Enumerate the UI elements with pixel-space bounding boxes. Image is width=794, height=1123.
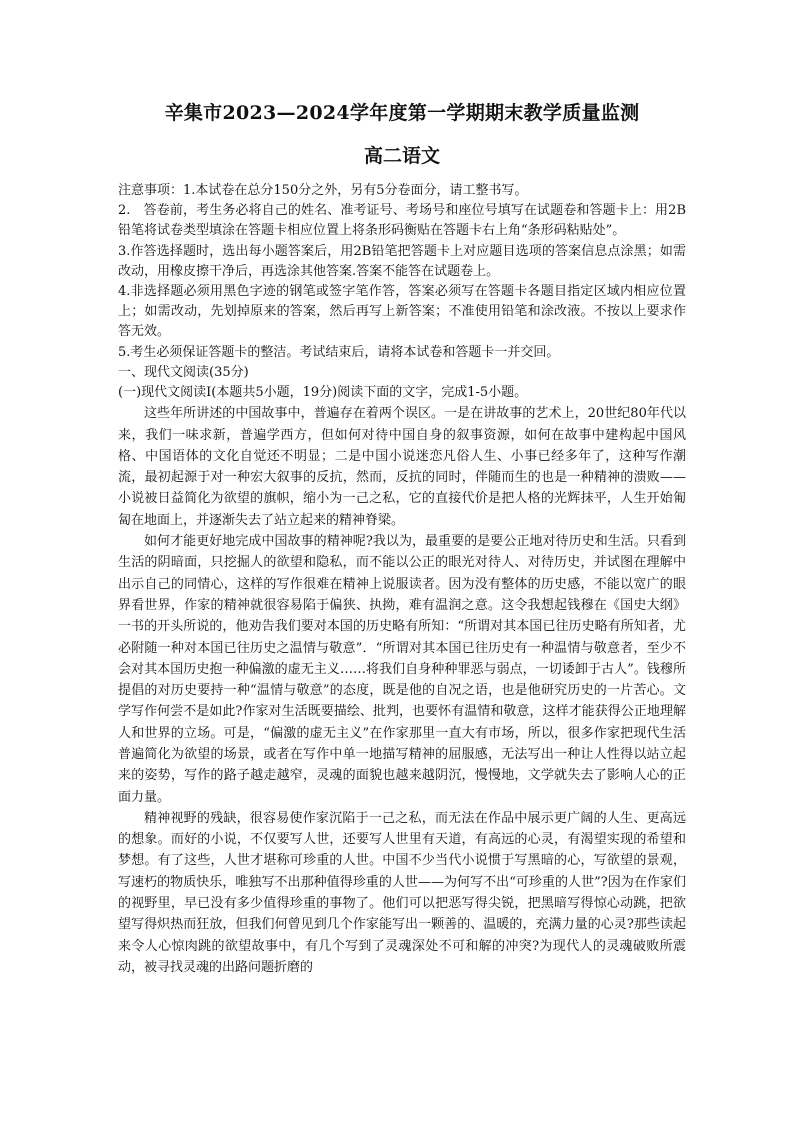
passage-paragraph: 如何才能更好地完成中国故事的精神呢?我以为，最重要的是要公正地对待历史和生活。只看到生活的阴暗面，只挖掘人的欲望和隐私，而不能以公正的眼光对待人、对待历史，并试图在理解中出示自己的同情心，这样的写作很难在精神上说服读者。因为没有整体的历史感，不能以宽广的眼界看世界，作家的精神就很容易陷于偏狭、执拗，难有温润之意。这令我想起钱穆在《国史大纲》一书的开头所说的，他劝告我们要对本国的历史略有所知：“所谓对其本国已往历史略有所知者，尤必附随一种对本国已往历史之温情与敬意”．“所谓对其本国已往历史有一种温情与敬意者，至少不会对其本国历史抱一种偏激的虚无主义……将我们自身种种罪恶与弱点，一切诿卸于古人”。钱穆所提倡的对历史要持一种“温情与敬意”的态度，既是他的自况之语，也是他研究历史的一片苦心。文学写作何尝不是如此?作家对生活既要描绘、批判，也要怀有温情和敬意，这样才能获得公正地理解人和世界的立场。可是，“偏激的虚无主义”在作家那里一直大有市场，所以，很多作家把现代生活普遍简化为欲望的场景，或者在写作中单一地描写精神的屈服感，无法写出一种让人性得以站立起来的姿势，写作的路子越走越窄，灵魂的面貌也越来越阴沉，慢慢地，文学就失去了影响人心的正面力量。 bbox=[118, 534, 686, 805]
notice-block bbox=[118, 181, 686, 363]
exam-title: 辛集市2023—2024学年度第一学期期末教学质量监测 bbox=[164, 102, 640, 124]
passage-paragraph: 精神视野的残缺，很容易使作家沉陷于一己之私，而无法在作品中展示更广阔的人生、更高远的想象。而好的小说，不仅要写人世，还要写人世里有天道，有高远的心灵，有渴望实现的希望和梦想。有了这些，人世才堪称可珍重的人世。中国不少当代小说惯于写黑暗的心，写欲望的景观，写速朽的物质快乐，唯独写不出那种值得珍重的人世——为何写不出“可珍重的人世”?因为在作家们的视野里，早已没有多少值得珍重的事物了。他们可以把恶写得尖锐，把黑暗写得惊心动跳，把欲望写得炽热而狂放，但我们何曾见到几个作家能写出一颗善的、温暖的，充满力量的心灵?那些读起来令人心惊肉跳的欲望故事中，有几个写到了灵魂深处不可和解的冲突?为现代人的灵魂破败所震动，被寻找灵魂的出路问题折磨的 bbox=[118, 810, 686, 975]
reading-passage bbox=[118, 403, 686, 978]
notice-item: 5.考生必须保证答题卡的整洁。考试结束后，请将本试卷和答题卡一并交回。 bbox=[118, 344, 560, 360]
notice-item: 4.非选择题必须用黑色字迹的钢笔或签字笔作答，答案必须写在答题卡各题目指定区域内相应位置上；如需改动，先划掉原来的答案，然后再写上新答案；不准使用铅笔和涂改液。不按以上要求作答无效。 bbox=[118, 284, 686, 340]
notice-item: 2. 答卷前，考生务必将自己的姓名、准考证号、考场号和座位号填写在试题卷和答题卡上：用2B铅笔将试卷类型填涂在答题卡相应位置上将条形码衡贴在答题卡右上角“条形码粘贴处”。 bbox=[118, 203, 686, 239]
passage-paragraph: 这些年所讲述的中国故事中，普遍存在着两个误区。一是在讲故事的艺术上，20世纪80年代以来，我们一味求新，普遍学西方，但如何对待中国自身的叙事资源，如何在故事中建构起中国风格、中国语体的文化自觉还不明显；二是中国小说迷恋凡俗人生、小事已经多年了，这种写作潮流，最初起源于对一种宏大叙事的反抗，然而，反抗的同时，伴随而生的也是一种精神的溃败——小说被日益简化为欲望的旗帜，缩小为一己之私，它的直接代价是把人格的光辉抹平，人生开始匍匐在地面上，并逐渐失去了站立起来的精神脊梁。 bbox=[118, 406, 686, 528]
notice-item: 注意事项：1.本试卷在总分150分之外，另有5分卷面分，请工整书写。 bbox=[118, 183, 528, 198]
exam-page bbox=[118, 100, 686, 978]
exam-subtitle: 高二语文 bbox=[363, 145, 440, 167]
notice-item: 3.作答选择题时，选出每小题答案后，用2B铅笔把答题卡上对应题目选项的答案信息点涂黑；如需改动，用橡皮擦干净后，再选涂其他答案.答案不能答在试题卷上。 bbox=[118, 243, 686, 279]
subsection-heading: (一)现代文阅读I(本题共5小题，19分)阅读下面的文字，完成1-5小题。 bbox=[118, 385, 528, 401]
section-heading: 一、现代文阅读(35分) bbox=[118, 364, 249, 380]
